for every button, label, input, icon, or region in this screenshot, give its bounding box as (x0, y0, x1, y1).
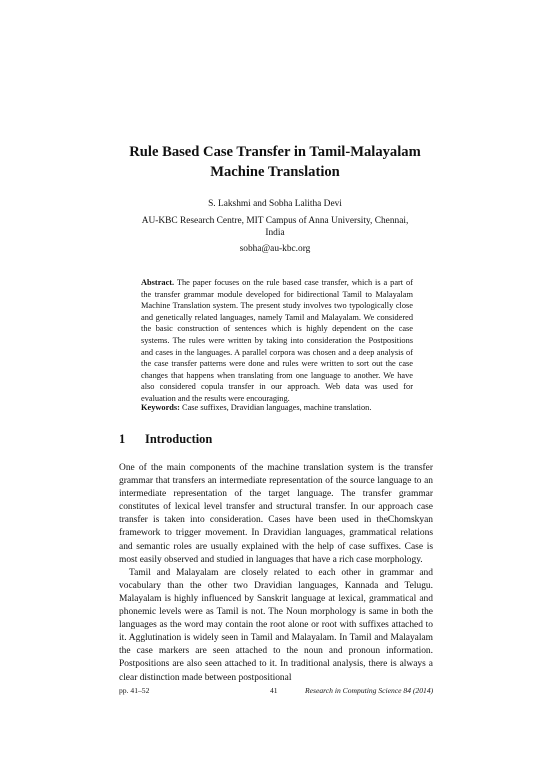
abstract (141, 277, 413, 405)
paragraph-1: One of the main components of the machine translation system is the transfer grammar that transfers an intermediate representation of the source language to an intermediate representation of the target language. The transfer grammar constitutes of lexical level transfer and structural transfer. In our approach case transfer is taken into consideration. Cases have been used in theChomskyan framework to trigger movement. In Dravidian languages, grammatical relations and semantic roles are usually explained with the help of case suffixes. Case is most easily observed and studied in languages that have a rich case morphology. (119, 463, 433, 565)
footer-page-number: 41 (270, 686, 278, 695)
footer-pages: pp. 41–52 (119, 686, 150, 695)
paragraph-2: Tamil and Malayalam are closely related to each other in grammar and vocabulary than the other two Dravidian languages, Kannada and Telugu. Malayalam is highly influenced by Sanskrit language at lexical, grammatical and phonemic levels were as Tamil is not. The Noun morphology is same in both the languages as the word may contain the root alone or root with suffixes attached to it. Agglutination is widely seen in Tamil and Malayalam. In Tamil and Malayalam the case markers are seen attached to the noun and pronoun information. Postpositions are also seen attached to it. In traditional analysis, there is always a clear distinction made between postpositional (119, 567, 433, 683)
affiliation-line-2: India (265, 228, 285, 238)
email: sobha@au-kbc.org (239, 244, 311, 254)
paper-title-line-2: Machine Translation (210, 164, 340, 180)
authors: S. Lakshmi and Sobha Lalitha Devi (208, 199, 342, 209)
section-heading (119, 432, 212, 447)
abstract-text: The paper focuses on the rule based case transfer, which is a part of the transfer grammar module developed for bidirectional Tamil to Malayalam Machine Translation system. The present study involves two typologically close and genetically related languages, namely Tamil and Malayalam. We considered the basic construction of sentences which is highly dependent on the case systems. The rules were written by taking into consideration the Postpositions and cases in the languages. A parallel corpora was chosen and a deep analysis of the case transfer patterns were done and rules were written to sort out the case changes that happens when translating from one language to another. We have also considered copula transfer in our approach. Web data was used for evaluation and the results were encouraging. (141, 278, 413, 403)
keywords-text: Case suffixes, Dravidian languages, machine translation. (182, 403, 372, 412)
footer-journal: Research in Computing Science 84 (2014) (305, 686, 434, 695)
section-title: Introduction (145, 432, 213, 446)
introduction-body (119, 462, 433, 685)
section-number: 1 (119, 432, 126, 446)
paper-title-line-1: Rule Based Case Transfer in Tamil-Malayalam (129, 144, 421, 160)
affiliation-line-1: AU-KBC Research Centre, MIT Campus of Anna University, Chennai, (141, 216, 409, 226)
keywords (141, 402, 413, 414)
keywords-label: Keywords: (141, 403, 180, 412)
abstract-label: Abstract. (141, 278, 175, 287)
